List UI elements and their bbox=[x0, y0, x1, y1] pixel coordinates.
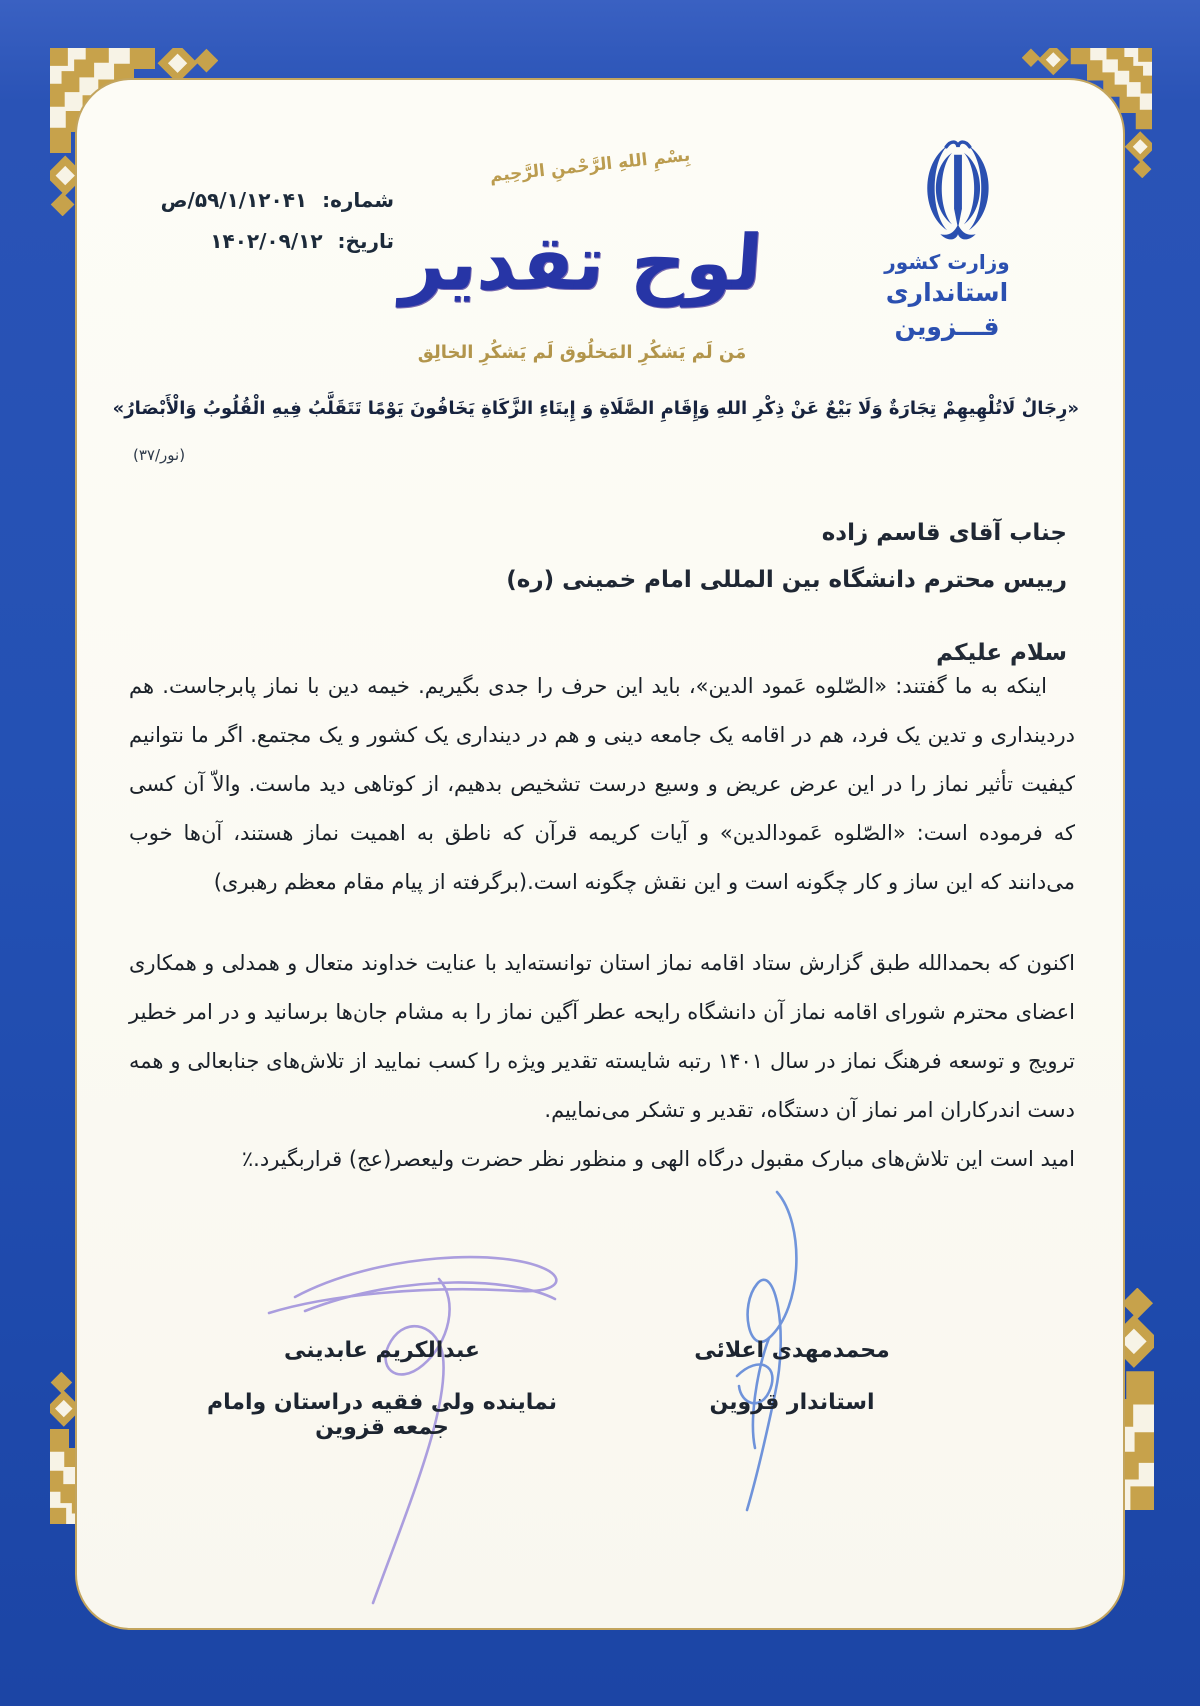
salutation: سلام علیکم bbox=[936, 640, 1067, 666]
issuer-block bbox=[839, 248, 1055, 344]
body-paragraph-1: اینکه به ما گفتند: «الصّلوه عَمود الدین»، باید این حرف را جدی بگیریم. خیمه دین با نماز پابرجاست. هم دردینداری و تدین یک فرد، هم در اقامه یک جامعه دینی و هم در دینداری یک کشور و یک مجتمع. اگر ما نتوانیم کیفیت تأثیر نماز را در این عرض عریض و وسیع درست تشخیص بدهیم، از کوتاهی دید ماست. والاّ آن کسی که فرموده است: «الصّلوه عَمودالدین» و آیات کریمه قرآن که ناطق به اهمیت نماز هستند، آن‌ها خوب می‌دانند که این ساز و کار چگونه است و این نقش چگونه است.(برگرفته از پیام مقام معظم رهبری) bbox=[129, 674, 1075, 894]
recipient-name: جناب آقای قاسم زاده bbox=[821, 520, 1067, 546]
doc-number-line bbox=[132, 180, 394, 221]
signature-right-title: استاندار قزوین bbox=[709, 1390, 875, 1415]
letter-body bbox=[129, 662, 1075, 1184]
iran-emblem-icon bbox=[917, 138, 999, 246]
doc-date-value: ۱۴۰۲/۰۹/۱۲ bbox=[210, 229, 323, 253]
certificate-paper bbox=[75, 78, 1125, 1630]
bismillah-calligraphy: بِسْمِ اللهِ الرَّحْمنِ الرَّحِیم bbox=[488, 145, 692, 187]
signature-right-name: محمدمهدی اعلائی bbox=[694, 1338, 890, 1363]
governorate-name: استانداری قـــزوین bbox=[885, 278, 1009, 341]
body-paragraph-2: اکنون که بحمدالله طبق گزارش ستاد اقامه نماز استان توانسته‌اید با عنایت خداوند متعال و همدلی و همکاری اعضای محترم شورای اقامه نماز آن دانشگاه رایحه عطر آگین نماز را به مشام جان‌ها برسانید و در امر خطیر ترویج و توسعه فرهنگ نماز در سال ۱۴۰۱ رتبه شایسته تقدیر ویژه را کسب نمایید از تلاش‌های جنابعالی و همه دست اندرکاران امر نماز آن دستگاه، تقدیر و تشکر می‌نماییم. bbox=[129, 951, 1075, 1122]
recipient-title: رییس محترم دانشگاه بین المللی امام خمینی (ره) bbox=[506, 567, 1067, 593]
recipient-block bbox=[367, 510, 1067, 604]
certificate-title: لوح تقدیر bbox=[398, 218, 766, 307]
doc-date-label: تاریخ: bbox=[337, 229, 394, 253]
quran-verse: «رِجَالٌ لَاتُلْهِيهِمْ تِجَارَةٌ وَلَا بَيْعٌ عَنْ ذِكْرِ اللهِ وَإِقَامِ الصَّلَاةِ وَ إِيتَاءِ الزَّكَاةِ يَخَافُونَ يَوْمًا تَتَقَلَّبُ فِيهِ الْقُلُوبُ وَالْأَبْصَارُ» bbox=[112, 398, 1079, 419]
title-motto: مَن لَم یَشکُرِ المَخلُوق لَم یَشکُرِ الخالِق bbox=[417, 342, 747, 363]
signature-left-title: نماینده ولی فقیه دراستان وامام جمعه قزوین bbox=[207, 1390, 557, 1440]
ministry-name: وزارت کشور bbox=[884, 250, 1010, 274]
verse-citation: (نور/۳۷) bbox=[133, 446, 186, 464]
doc-number-label: شماره: bbox=[322, 188, 394, 212]
signature-left-name: عبدالکریم عابدینی bbox=[284, 1338, 480, 1363]
body-paragraph-3: امید است این تلاش‌های مبارک مقبول درگاه الهی و منظور نظر حضرت ولیعصر(عج) قراربگیرد.٪ bbox=[241, 1147, 1075, 1171]
doc-number-value: ۵۹/۱/۱۲۰۴۱/ص bbox=[160, 188, 308, 212]
